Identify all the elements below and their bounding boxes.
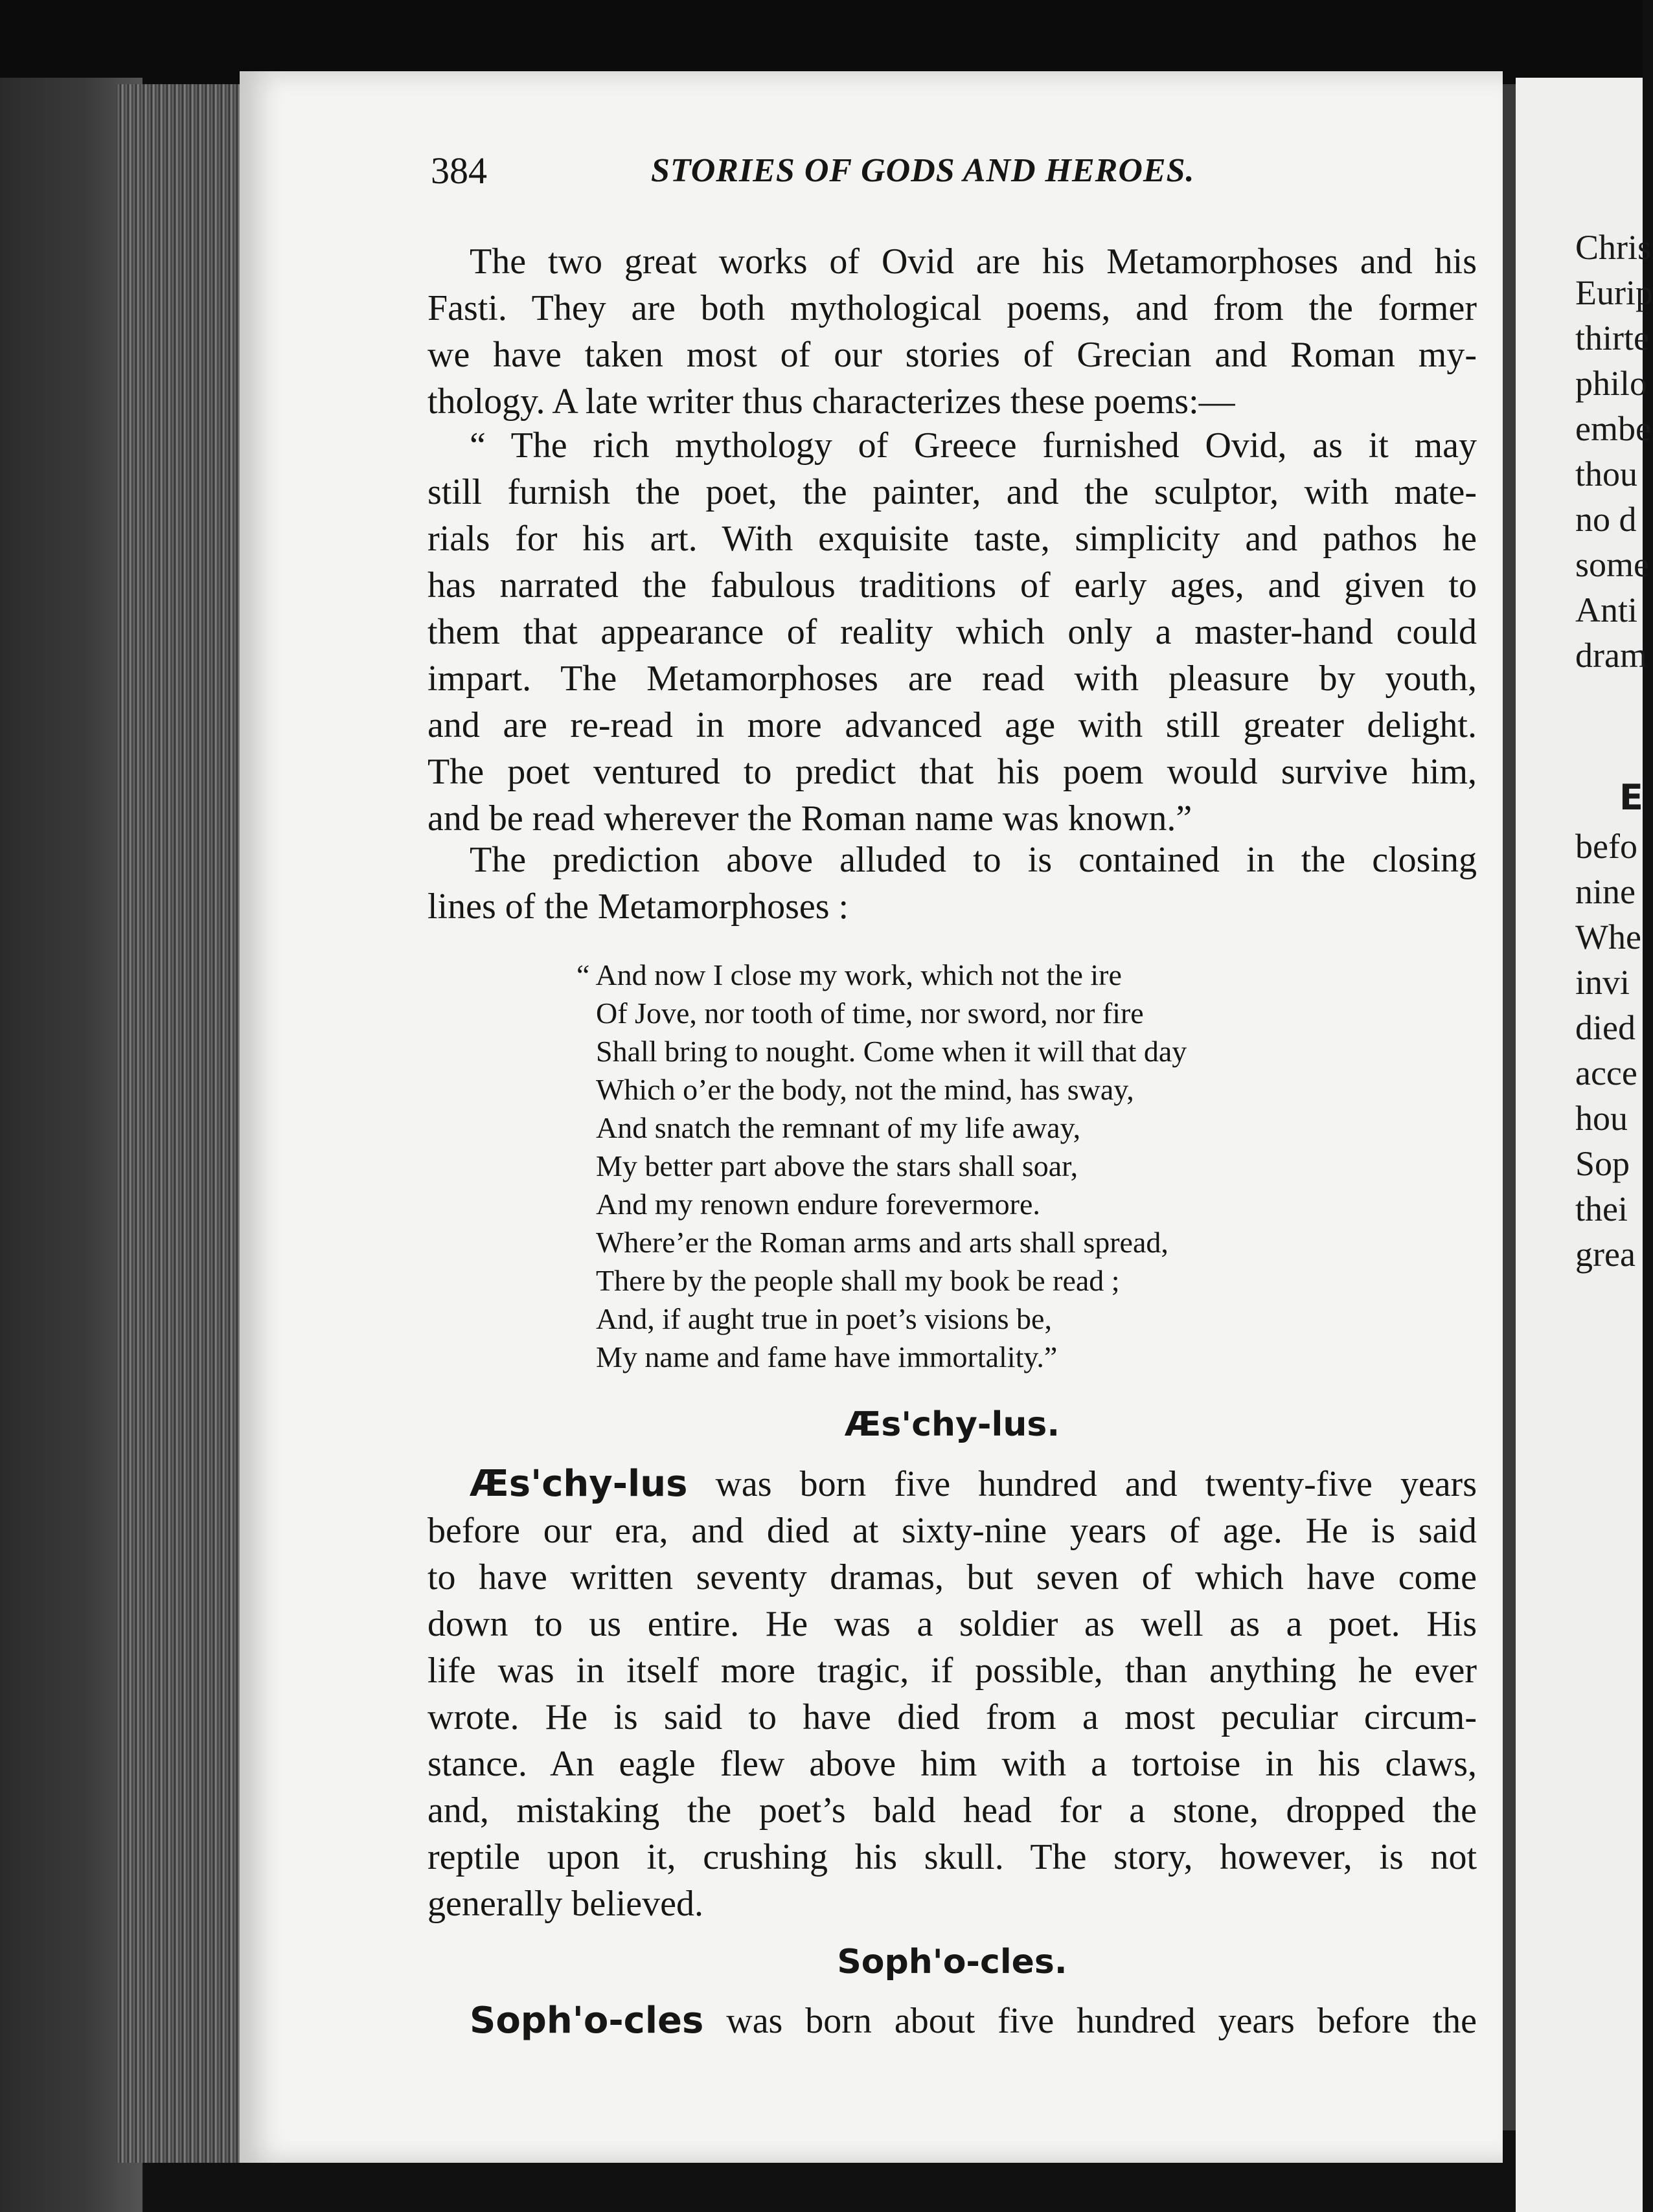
text-line: before our era, and died at sixty-nine years of age. He is said [428,1511,1477,1551]
text-line: reptile upon it, crushing his skull. The story, however, is not [428,1837,1477,1877]
text-line: rials for his art. With exquisite taste, simplicity and pathos he [428,519,1477,559]
text-line: impart. The Metamorphoses are read with pleasure by youth, [428,659,1477,699]
facing-page [1516,78,1653,2212]
facing-page-fragment: died [1575,1008,1636,1047]
page-edges [117,84,246,2163]
text-line: and are re-read in more advanced age with still greater delight. [428,705,1477,745]
poem-verse: And my renown endure forevermore. [596,1188,1040,1221]
facing-page-fragment: thei [1575,1190,1628,1228]
text-line: to have written seventy dramas, but seven of which have come [428,1557,1477,1597]
sophocles-lead-name: Soph'o-cles [470,2000,704,2042]
text-line: and be read wherever the Roman name was known.” [428,798,1192,839]
poem-verse: There by the people shall my book be read ; [596,1264,1120,1297]
book-gutter [1503,84,1516,2130]
text-line-rest: was born about five hundred years before the [703,2001,1477,2041]
text-line: generally believed. [428,1884,704,1924]
poem-verse: My better part above the stars shall soar, [596,1149,1078,1182]
text-line: The two great works of Ovid are his Metamorphoses and his [470,242,1477,282]
facing-page-fragment: philo [1575,364,1648,403]
text-line [428,1461,1477,1507]
text-line: thology. A late writer thus characterizes these poems:— [428,381,1235,422]
text-line: stance. An eagle flew above him with a tortoise in his claws, [428,1744,1477,1784]
facing-page-fragment: hou [1575,1099,1628,1138]
facing-page-fragment: embe [1575,409,1651,448]
text-line: we have taken most of our stories of Grecian and Roman my- [428,335,1477,375]
aeschylus-heading: Æs'chy-lus. [844,1405,1060,1444]
text-line: them that appearance of reality which only a master-hand could [428,612,1477,652]
facing-page-fragment: no d [1575,500,1637,539]
text-line: has narrated the fabulous traditions of early ages, and given to [428,565,1477,605]
facing-page-fragment: nine [1575,872,1636,911]
facing-page-fragment: E [1619,777,1643,818]
page-number: 384 [431,150,487,192]
poem-verse: Of Jove, nor tooth of time, nor sword, nor fire [596,997,1144,1030]
facing-page-fragment: Chris [1575,228,1652,267]
text-line: “ The rich mythology of Greece furnished Ovid, as it may [470,425,1477,466]
running-title: STORIES OF GODS AND HEROES. [651,152,1195,189]
facing-page-fragment: grea [1575,1235,1636,1274]
aeschylus-paragraph [428,1461,1477,1927]
facing-page-fragment: Sop [1575,1144,1630,1183]
text-line: Fasti. They are both mythological poems, and from the former [428,288,1477,328]
poem-verse: And snatch the remnant of my life away, [596,1111,1081,1144]
text-line: The prediction above alluded to is contained in the closing [470,840,1477,880]
facing-page-fragment: acce [1575,1054,1637,1092]
poem-verse: And, if aught true in poet’s visions be, [596,1302,1052,1335]
text-line: life was in itself more tragic, if possible, than anything he ever [428,1651,1477,1691]
poem-quotation [576,956,1334,1376]
text-line: still furnish the poet, the painter, and the sculptor, with mate- [428,472,1477,512]
prediction-paragraph [428,837,1477,930]
facing-page-fragment: dram [1575,636,1647,675]
text-line: wrote. He is said to have died from a most peculiar circum- [428,1697,1477,1737]
facing-page-fragment: befo [1575,827,1637,866]
ovid-paragraph [428,238,1477,425]
poem-verse: Where’er the Roman arms and arts shall spread, [596,1226,1168,1259]
sophocles-paragraph [428,1998,1477,2044]
text-line [428,1998,1477,2044]
text-line: lines of the Metamorphoses : [428,886,849,927]
poem-verse: Which o’er the body, not the mind, has sway, [596,1073,1134,1106]
text-line: and, mistaking the poet’s bald head for a stone, dropped the [428,1790,1477,1831]
running-head [431,149,1467,201]
text-line: The poet ventured to predict that his poem would survive him, [428,752,1477,792]
facing-page-fragment: Whe [1575,918,1641,956]
sophocles-heading: Soph'o-cles. [837,1943,1067,1981]
facing-page-fragment: thou [1575,455,1638,493]
facing-page-fragment: Eurip [1575,273,1653,312]
poem-verse: My name and fame have immortality.” [596,1340,1058,1373]
facing-page-fragment: invi [1575,963,1630,1002]
aeschylus-lead-name: Æs'chy-lus [470,1463,688,1505]
facing-page-fragment: some [1575,545,1649,584]
facing-page-fragment: thirte [1575,319,1649,357]
text-line: down to us entire. He was a soldier as well as a poet. His [428,1604,1477,1644]
facing-page-fragment: Anti [1575,591,1638,629]
poem-verse: “ And now I close my work, which not the ire [576,958,1122,991]
ovid-quote-paragraph [428,422,1477,842]
poem-verse: Shall bring to nought. Come when it will that day [596,1035,1187,1068]
text-line-rest: was born five hundred and twenty-five years [687,1464,1477,1504]
